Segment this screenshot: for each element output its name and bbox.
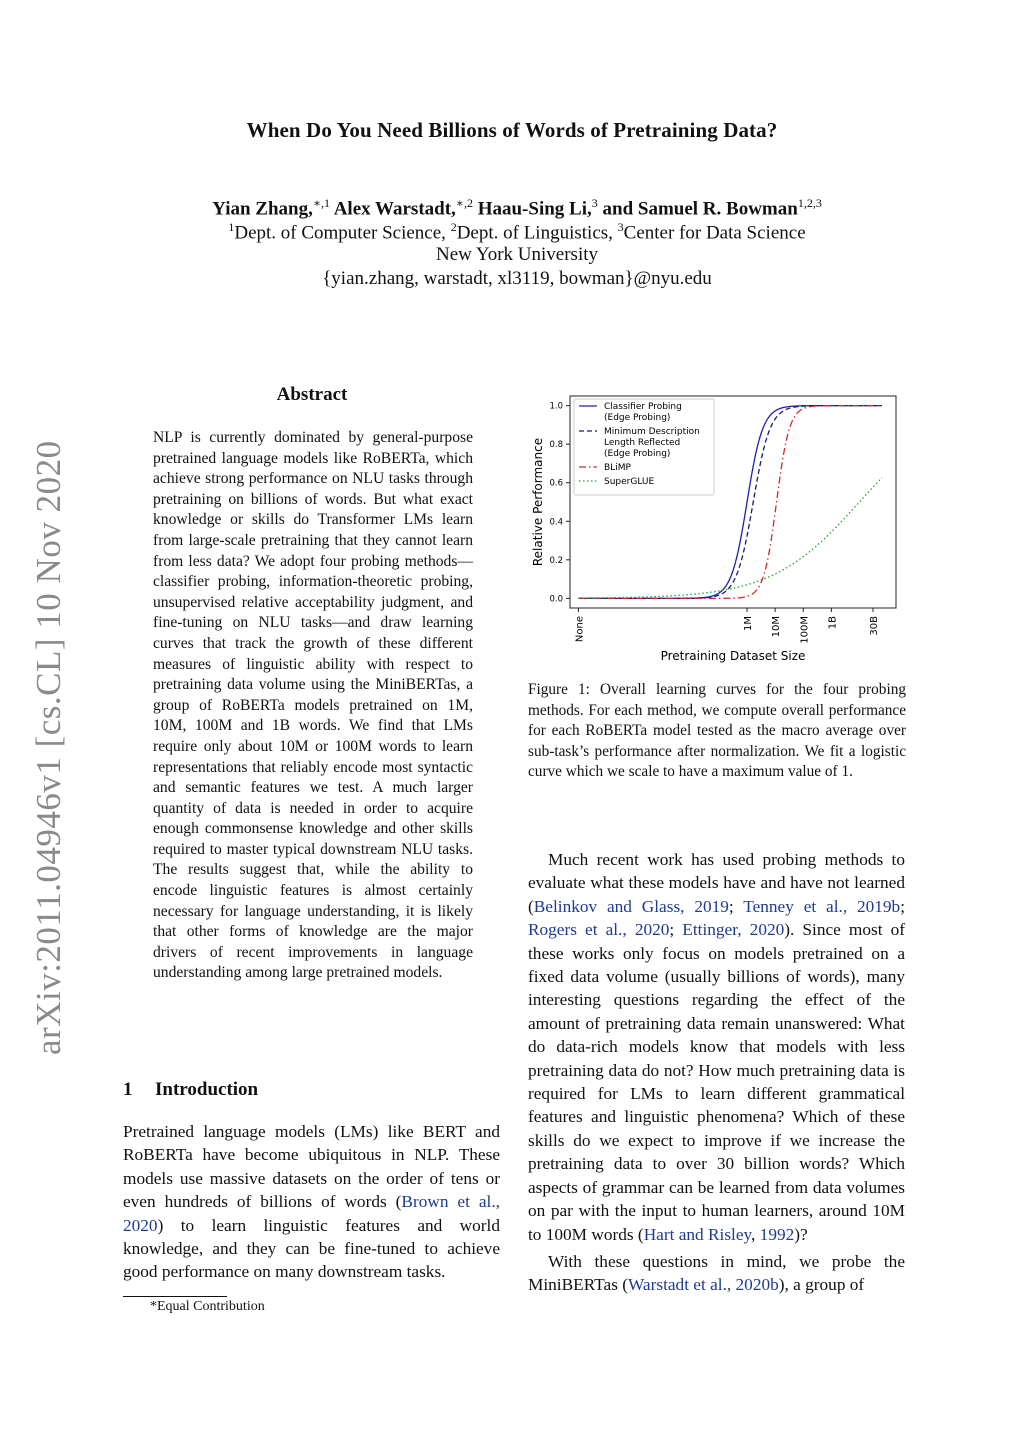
section-title: Introduction [155,1079,259,1100]
citation-link[interactable]: Rogers et al., 2020 [528,920,670,940]
figure-caption: Figure 1: Overall learning curves for the four probing methods. For each method, we compute overall performance for each RoBERTa model tested as the macro average over sub-task’s performance after normalization. We fit a logistic curve which we scale to have a maximum value of 1. [528,681,906,781]
body-paragraph [528,1250,905,1297]
section-number: 1 [123,1079,133,1100]
body-text: ; [669,920,683,940]
x-tick-label: 100M [799,616,811,644]
x-tick-label: None [574,616,586,643]
abstract-text: NLP is currently dominated by general-purpose pretrained language models like RoBERTa, which achieve strong performance on NLU tasks through pretraining on billions of words. But what exact knowledge or skills do Transformer LMs learn from large-scale pretraining that they cannot learn from less data? We adopt four probing methods—classifier probing, information-theoretic probing, unsupervised relative acceptability judgment, and fine-tuning on NLU tasks—and draw learning curves that track the growth of these different measures of linguistic ability with respect to pretraining data volume using the MiniBERTas, a group of RoBERTa models pretrained on 1M, 10M, 100M and 1B words. We find that LMs require only about 10M or 100M words to learn representations that reliably encode most syntactic and semantic features we test. A much larger quantity of data is needed in order to acquire enough commonsense knowledge and other skills required to master typical downstream NLU tasks. The results suggest that, while the ability to encode linguistic features is almost certainly necessary for language understanding, it is likely that other forms of knowledge are the major drivers of recent improvements in language understanding among large pretrained models. [153,429,473,982]
citation-link[interactable]: Warstadt et al., 2020b [628,1275,779,1295]
learning-curve-chart [528,392,908,672]
body-text: )? [794,1224,808,1244]
body-text: ). Since most of these works only focus on models pretrained on a fixed data volume (usually billions of words), many interesting questions regarding the effect of the amount of pretraining data remain unanswered: What do data-rich models know that models with less pretraining data do not? How much pretraining data is required for LMs to learn different grammatical features and linguistic phenomena? Which of these skills do we expect to improve if we increase the pretraining data to over 30 billion words? Which aspects of grammar can be learned from data volumes on par with the input to human learners, around 10M to 100M words ( [528,920,905,1244]
author-affil-mark: 1,2,3 [797,196,822,210]
body-text: , [751,1224,760,1244]
body-text: Much recent work has used probing methods to evaluate what these models have and have not learned ( [528,850,905,916]
body-text: With these questions in mind, we probe the MiniBERTas ( [528,1251,905,1295]
x-tick-label: 30B [868,616,880,636]
y-tick-label: 1.0 [549,401,563,412]
footnote: *Equal Contribution [150,1299,265,1314]
legend-label: Classifier Probing [604,402,682,412]
legend-label: Minimum Description [604,427,700,437]
affil-mark: 3 [617,220,624,234]
author-name: Haau-Sing Li, [477,198,592,220]
affil-dept: Center for Data Science [623,222,806,244]
y-tick-label: 0.4 [549,517,563,528]
x-tick-label: 10M [771,616,783,638]
legend-label: Length Reflected [604,438,681,448]
author-list [0,196,1024,220]
figure-1 [528,392,908,672]
y-tick-label: 0.0 [549,594,563,605]
affil-mark: 2 [450,220,457,234]
arxiv-stamp[interactable]: arXiv:2011.04946v1 [cs.CL] 10 Nov 2020 [29,440,68,1055]
body-paragraph [528,848,905,1246]
section-heading [123,1079,258,1101]
intro-paragraph [123,1120,500,1284]
affil-dept: Dept. of Computer Science, [234,222,451,244]
affil-mark: 1 [228,220,235,234]
citation-link[interactable]: Brown et al., 2020 [123,1192,500,1235]
university: New York University [435,244,599,265]
citation-link[interactable]: Ettinger, 2020 [682,920,785,940]
citation-link[interactable]: Tenney et al., 2019b [743,896,901,916]
right-column-text [528,848,905,1297]
footnote-divider [123,1296,227,1297]
abstract-heading: Abstract [276,384,348,405]
x-tick-label: 1B [827,616,839,630]
author-affil-mark: ∗,1 [312,196,330,210]
body-text: ) to learn linguistic features and world knowledge, and they can be fine-tuned to achieve good performance on many downstream tasks. [123,1215,500,1282]
citation-link[interactable]: 1992 [759,1224,795,1244]
affil-dept: Dept. of Linguistics, [456,222,618,244]
body-text: ; [728,896,744,916]
x-axis-label: Pretraining Dataset Size [660,649,806,663]
body-text: ), a group of [778,1275,865,1295]
author-name: and Samuel R. Bowman [602,198,798,220]
x-tick-label: 1M [743,616,755,631]
author-affil-mark: ∗,2 [455,196,473,210]
legend-label: (Edge Probing) [604,413,671,423]
legend-label: BLiMP [604,463,631,473]
y-axis-label: Relative Performance [531,437,545,567]
author-emails[interactable]: {yian.zhang, warstadt, xl3119, bowman}@nyu.edu [322,268,712,289]
y-tick-label: 0.2 [549,555,563,566]
paper-title: When Do You Need Billions of Words of Pretraining Data? [246,118,778,142]
citation-link[interactable]: Belinkov and Glass, 2019 [533,896,729,916]
y-tick-label: 0.8 [549,440,563,451]
author-name: Alex Warstadt, [333,198,456,220]
legend-label: SuperGLUE [604,477,655,487]
y-tick-label: 0.6 [549,478,563,489]
body-text: ; [900,896,906,916]
author-name: Yian Zhang, [212,198,313,220]
body-text: Pretrained language models (LMs) like BERT and RoBERTa have become ubiquitous in NLP. These models use massive datasets on the order of tens or even hundreds of billions of words ( [123,1122,500,1212]
author-affil-mark: 3 [591,196,598,210]
legend-label: (Edge Probing) [604,449,671,459]
citation-link[interactable]: Hart and Risley [643,1224,752,1244]
series-line [578,478,882,598]
affiliation-line [0,220,1024,244]
